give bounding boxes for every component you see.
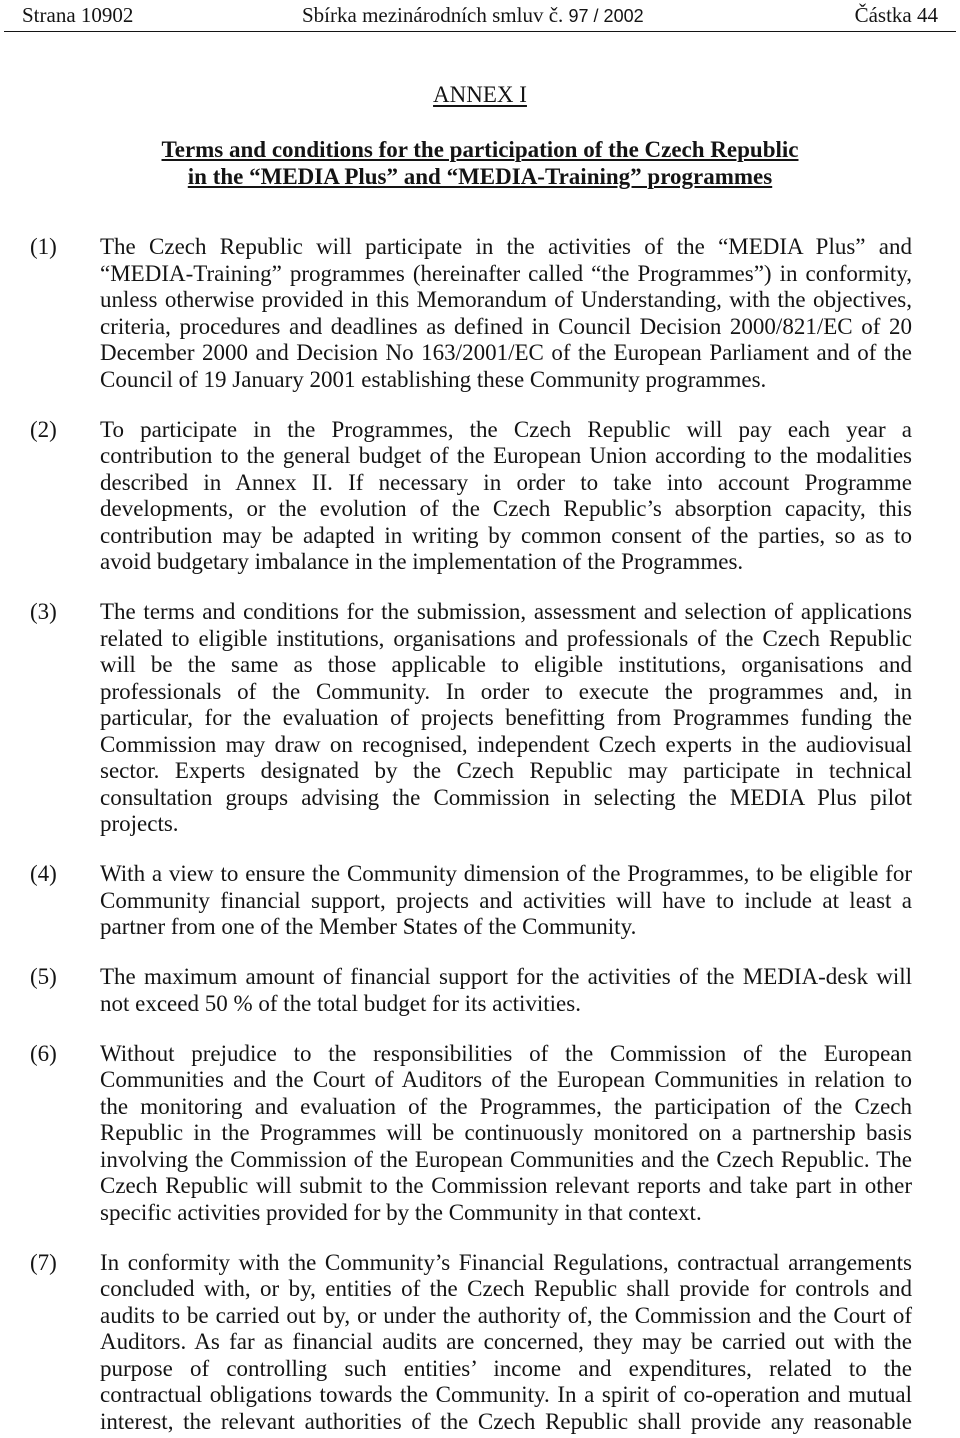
clause-text (100, 417, 912, 576)
page-number: Strana 10902 (22, 3, 134, 27)
text-line: “MEDIA-Training” programmes (hereinafter called “the Programmes”) in conformity, (100, 260, 912, 286)
clause-6 (30, 1041, 912, 1227)
collection-name: Sbírka mezinárodních smluv č. (302, 3, 564, 27)
header-rule (4, 31, 956, 32)
clause-7 (30, 1250, 912, 1436)
clause-number: (3) (30, 599, 57, 624)
text-line: avoid budgetary imbalance in the implementation of the Programmes. (100, 549, 744, 574)
text-line: developments, or the evolution of the Czech Republic’s absorption capacity, this (100, 496, 912, 521)
text-line: Communities and the Court of Auditors of the European Communities in relation to (100, 1067, 912, 1092)
annex-body (30, 234, 912, 1435)
clause-1 (30, 234, 912, 393)
annex-label-text: ANNEX I (433, 82, 527, 107)
clause-3 (30, 599, 912, 838)
part-number: Částka 44 (854, 3, 938, 27)
clause-number: (6) (30, 1040, 57, 1066)
text-line: In conformity with the Community’s Financial Regulations, contractual arrangements (100, 1249, 912, 1275)
text-line: purpose of controlling such entities’ income and expenditures, related to the (100, 1355, 912, 1381)
text-line: unless otherwise provided in this Memorandum of Understanding, with the objectives, (100, 287, 912, 312)
text-line: concluded with, or by, entities of the Czech Republic shall provide for controls and (100, 1276, 912, 1301)
text-line: described in Annex II. If necessary in order to take into account Programme (100, 469, 912, 495)
annex-title-text: in the “MEDIA Plus” and “MEDIA-Training” programmes (187, 164, 773, 189)
annex-title (0, 136, 960, 190)
text-line: interest, the relevant authorities of the Czech Republic shall provide any reasonable (100, 1408, 912, 1434)
text-line: Council of 19 January 2001 establishing these Community programmes. (100, 366, 767, 392)
text-line: Commission may draw on recognised, independent Czech experts in the audiovisual (100, 731, 912, 757)
text-line: Without prejudice to the responsibilities of the Commission of the European (100, 1040, 912, 1066)
text-line: professionals of the Community. In order to execute the programmes and, in (100, 678, 912, 704)
text-line: contribution to the general budget of the European Union according to the modalities (100, 443, 912, 468)
text-line: criteria, procedures and deadlines as defined in Council Decision 2000/821/EC of 20 (100, 313, 912, 339)
clause-number: (5) (30, 964, 57, 989)
text-line: will be the same as those applicable to eligible institutions, organisations and (100, 652, 912, 677)
text-line: contractual obligations towards the Community. In a spirit of co-operation and mutual (100, 1382, 912, 1407)
text-line: sector. Experts designated by the Czech Republic may participate in technical (100, 758, 912, 783)
clause-number: (4) (30, 861, 57, 886)
text-line: Czech Republic will submit to the Commission relevant reports and take part in other (100, 1173, 912, 1198)
clause-4 (30, 861, 912, 941)
clause-text (100, 964, 912, 1017)
clause-text (100, 1250, 912, 1436)
text-line: Republic in the Programmes will be continuously monitored on a partnership basis (100, 1120, 912, 1145)
clause-5 (30, 964, 912, 1017)
text-line: the monitoring and evaluation of the Programmes, the participation of the Czech (100, 1093, 912, 1119)
text-line: related to eligible institutions, organisations and professionals of the Czech Republic (100, 625, 912, 651)
text-line: audits to be carried out by, or under the authority of, the Commission and the Court of (100, 1302, 912, 1328)
clause-text (100, 599, 912, 838)
clause-text (100, 234, 912, 393)
clause-text (100, 861, 912, 941)
text-line: involving the Commission of the European Communities and the Czech Republic. The (100, 1146, 912, 1172)
clause-2 (30, 417, 912, 576)
text-line: The terms and conditions for the submission, assessment and selection of applications (100, 599, 912, 624)
clause-number: (2) (30, 416, 57, 442)
collection-title (302, 3, 644, 28)
text-line: Community financial support, projects and activities will have to include at least a (100, 887, 912, 913)
clause-number: (7) (30, 1249, 57, 1275)
text-line: not exceed 50 % of the total budget for its activities. (100, 990, 581, 1016)
annex-label (0, 81, 960, 109)
text-line: contribution may be adapted in writing by common consent of the parties, so as to (100, 522, 912, 548)
text-line: projects. (100, 811, 179, 836)
text-line: The Czech Republic will participate in the activities of the “MEDIA Plus” and (100, 234, 912, 259)
text-line: December 2000 and Decision No 163/2001/EC of the European Parliament and of the (100, 340, 912, 365)
text-line: To participate in the Programmes, the Czech Republic will pay each year a (100, 416, 912, 442)
clause-number: (1) (30, 234, 57, 259)
annex-title-line (0, 136, 960, 163)
annex-title-line (0, 163, 960, 190)
text-line: specific activities provided for by the Community in that context. (100, 1199, 702, 1225)
text-line: partner from one of the Member States of the Community. (100, 914, 637, 939)
text-line: consultation groups advising the Commission in selecting the MEDIA Plus pilot (100, 784, 912, 810)
text-line: With a view to ensure the Community dimension of the Programmes, to be eligible for (100, 861, 912, 886)
page-header (0, 3, 960, 29)
clause-text (100, 1041, 912, 1227)
issue-number: 97 / 2002 (568, 6, 644, 26)
text-line: particular, for the evaluation of projects benefitting from Programmes funding the (100, 705, 912, 730)
annex-title-text: Terms and conditions for the participation of the Czech Republic (161, 137, 799, 162)
text-line: The maximum amount of financial support for the activities of the MEDIA-desk will (100, 964, 912, 989)
text-line: Auditors. As far as financial audits are concerned, they may be carried out with the (100, 1329, 912, 1354)
